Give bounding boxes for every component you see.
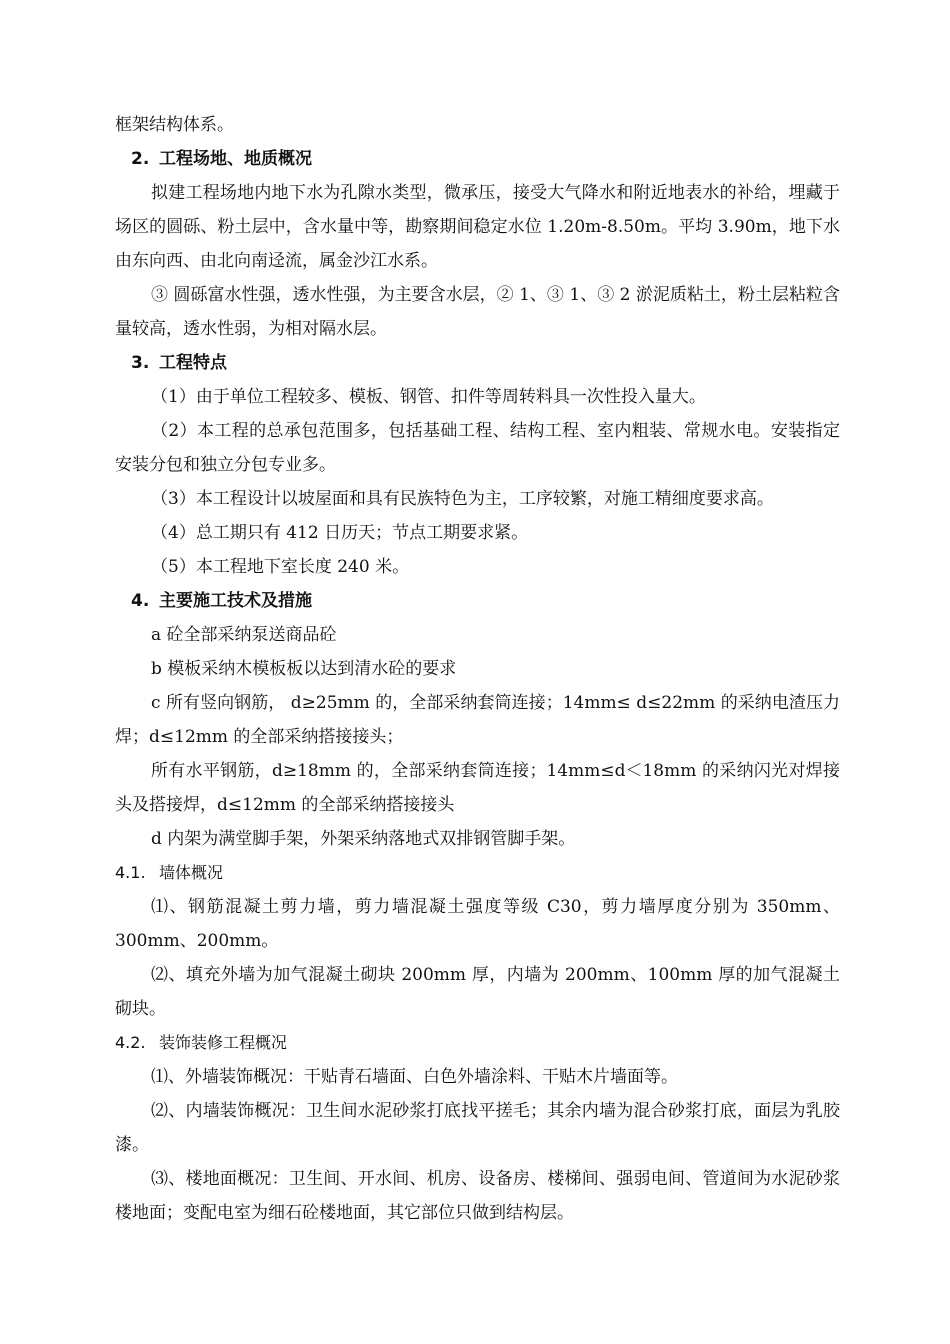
tech-item-d: d 内架为满堂脚手架，外架采纳落地式双排钢管脚手架。 — [151, 829, 576, 849]
paragraph-groundwater: 拟建工程场地内地下水为孔隙水类型，微承压，接受大气降水和附近地表水的补给，埋藏于场区的圆砾、粉土层中，含水量中等，勘察期间稳定水位 1.20m-8.50m。平均 3.90m，地下水由东向西、由北向南迳流，属金沙江水系。 — [115, 183, 840, 271]
subsection-heading-decoration — [115, 1026, 840, 1060]
section-number: 4. — [131, 591, 150, 611]
paragraph-aquifer: ③ 圆砾富水性强，透水性强，为主要含水层，② 1、③ 1、③ 2 淤泥质粘土，粉土层粘粒含量较高，透水性弱，为相对隔水层。 — [115, 285, 840, 339]
tech-item-horizontal-rebar: 所有水平钢筋，d≥18mm 的，全部采纳套筒连接；14mm≤d＜18mm 的采纳闪光对焊接头及搭接焊，d≤12mm 的全部采纳搭接接头 — [115, 761, 840, 815]
tech-item-b: b 模板采纳木模板板以达到清水砼的要求 — [151, 659, 457, 679]
subsection-number: 4.1. — [115, 863, 146, 882]
tech-item-a: a 砼全部采纳泵送商品砼 — [151, 625, 337, 645]
section-heading-features — [115, 346, 840, 380]
subsection-title: 装饰装修工程概况 — [159, 1033, 288, 1052]
feature-item-2: （2）本工程的总承包范围多，包括基础工程、结构工程、室内粗装、常规水电。安装指定安装分包和独立分包专业多。 — [115, 421, 840, 475]
section-title: 工程场地、地质概况 — [159, 149, 312, 169]
section-heading-construction-tech — [115, 584, 840, 618]
section-title: 工程特点 — [159, 353, 227, 373]
document-page — [115, 108, 840, 1230]
subsection-number: 4.2. — [115, 1033, 146, 1052]
section-number: 2. — [131, 149, 150, 169]
section-number: 3. — [131, 353, 150, 373]
section-heading-site-geology — [115, 142, 840, 176]
feature-item-3: （3）本工程设计以坡屋面和具有民族特色为主，工序较繁，对施工精细度要求高。 — [151, 489, 774, 509]
section-title: 主要施工技术及措施 — [159, 591, 312, 611]
wall-item-1: ⑴、钢筋混凝土剪力墙，剪力墙混凝土强度等级 C30，剪力墙厚度分别为 350mm、300mm、200mm。 — [115, 897, 840, 951]
tech-item-c: c 所有竖向钢筋， d≥25mm 的，全部采纳套筒连接；14mm≤ d≤22mm 的采纳电渣压力焊；d≤12mm 的全部采纳搭接接头； — [115, 693, 840, 747]
wall-item-2: ⑵、填充外墙为加气混凝土砌块 200mm 厚，内墙为 200mm、100mm 厚的加气混凝土砌块。 — [115, 965, 840, 1019]
feature-item-5: （5）本工程地下室长度 240 米。 — [151, 557, 410, 577]
subsection-heading-walls — [115, 856, 840, 890]
feature-item-4: （4）总工期只有 412 日历天；节点工期要求紧。 — [151, 523, 529, 543]
subsection-title: 墙体概况 — [159, 863, 224, 882]
decoration-item-2: ⑵、内墙装饰概况：卫生间水泥砂浆打底找平搓毛；其余内墙为混合砂浆打底，面层为乳胶漆。 — [115, 1101, 840, 1155]
feature-item-1: （1）由于单位工程较多、模板、钢管、扣件等周转料具一次性投入量大。 — [151, 387, 706, 407]
decoration-item-3: ⑶、楼地面概况：卫生间、开水间、机房、设备房、楼梯间、强弱电间、管道间为水泥砂浆楼地面；变配电室为细石砼楼地面，其它部位只做到结构层。 — [115, 1169, 840, 1223]
decoration-item-1: ⑴、外墙装饰概况：干贴青石墙面、白色外墙涂料、干贴木片墙面等。 — [151, 1067, 678, 1087]
paragraph-continuation: 框架结构体系。 — [115, 115, 234, 135]
